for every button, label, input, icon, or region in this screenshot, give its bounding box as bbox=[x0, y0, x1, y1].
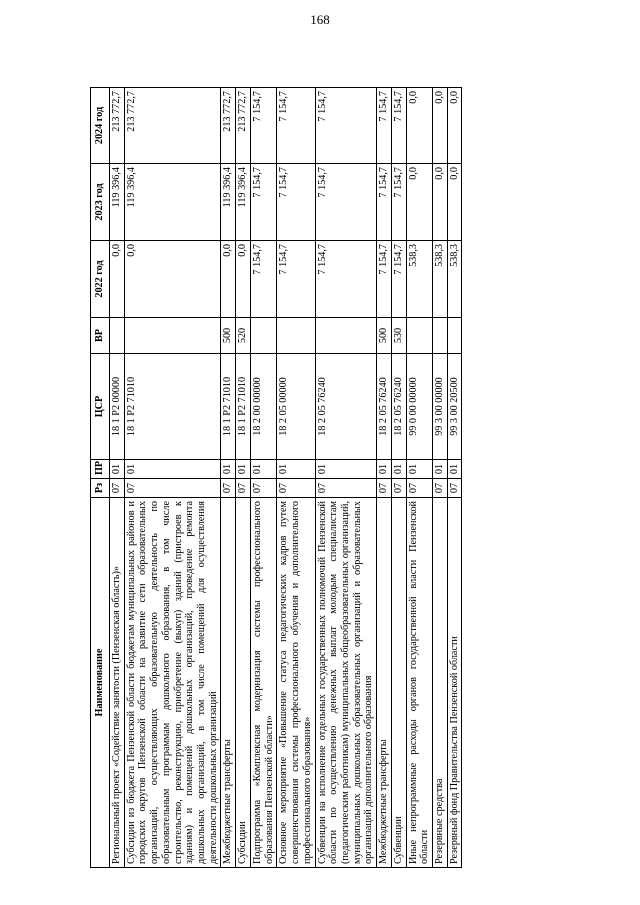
row-vr bbox=[110, 318, 125, 354]
row-2022: 0,0 bbox=[124, 241, 221, 318]
row-vr bbox=[277, 318, 315, 354]
row-pr: 01 bbox=[432, 460, 447, 479]
row-vr: 500 bbox=[377, 318, 392, 354]
row-pr: 01 bbox=[315, 460, 377, 479]
row-name: Резервные средства bbox=[432, 498, 447, 868]
header-vr: ВР bbox=[91, 318, 110, 354]
row-2023: 7 154,7 bbox=[315, 164, 377, 241]
row-rz: 07 bbox=[110, 479, 125, 498]
table-row bbox=[110, 88, 125, 868]
row-2023: 0,0 bbox=[432, 164, 447, 241]
header-2023: 2023 год bbox=[91, 164, 110, 241]
row-2024: 0,0 bbox=[406, 88, 432, 164]
header-csr: ЦСР bbox=[91, 354, 110, 460]
row-2023: 7 154,7 bbox=[250, 164, 276, 241]
row-rz: 07 bbox=[432, 479, 447, 498]
row-csr: 18 2 05 76240 bbox=[377, 354, 392, 460]
row-name: Основное мероприятие «Повышение статуса педагогических кадров путем совершенствования системы профессионального обучения и дополнительного профессионального образования» bbox=[277, 498, 315, 868]
header-pr: ПР bbox=[91, 460, 110, 479]
row-name: Субсидии bbox=[236, 498, 251, 868]
table-row bbox=[406, 88, 432, 868]
row-2024: 0,0 bbox=[447, 88, 462, 164]
row-name: Межбюджетные трансферты bbox=[221, 498, 236, 868]
row-rz: 07 bbox=[277, 479, 315, 498]
row-csr: 18 1 Р2 71010 bbox=[124, 354, 221, 460]
row-rz: 07 bbox=[124, 479, 221, 498]
row-2024: 213 772,7 bbox=[124, 88, 221, 164]
row-csr: 18 1 Р2 00000 bbox=[110, 354, 125, 460]
row-name: Региональный проект «Содействие занятости (Пензенская область)» bbox=[110, 498, 125, 868]
row-2024: 213 772,7 bbox=[236, 88, 251, 164]
row-pr: 01 bbox=[221, 460, 236, 479]
table-row bbox=[432, 88, 447, 868]
row-2024: 7 154,7 bbox=[391, 88, 406, 164]
row-2024: 7 154,7 bbox=[377, 88, 392, 164]
row-2022: 538,3 bbox=[447, 241, 462, 318]
row-csr: 18 2 05 76240 bbox=[391, 354, 406, 460]
table-row bbox=[236, 88, 251, 868]
row-vr bbox=[432, 318, 447, 354]
row-2024: 213 772,7 bbox=[110, 88, 125, 164]
table-body bbox=[110, 88, 462, 868]
page-number: 168 bbox=[310, 12, 330, 27]
header-name: Наименование bbox=[91, 498, 110, 868]
row-name: Подпрограмма «Комплексная модернизация системы профессионального образования Пензенской области» bbox=[250, 498, 276, 868]
row-2023: 0,0 bbox=[447, 164, 462, 241]
row-vr: 500 bbox=[221, 318, 236, 354]
row-2023: 7 154,7 bbox=[377, 164, 392, 241]
row-csr: 18 1 Р2 71010 bbox=[221, 354, 236, 460]
row-pr: 01 bbox=[377, 460, 392, 479]
row-2022: 7 154,7 bbox=[315, 241, 377, 318]
row-name: Субвенции на исполнение отдельных государственных полномочий Пензенской области по осуществлению денежных выплат молодым специалистам (педагогическим работникам) муниципальных общеобразовательных организаций, муниципальных дошкольных образовательных организаций и образовательных организаций дополнительного образования bbox=[315, 498, 377, 868]
table-header-row bbox=[91, 88, 110, 868]
row-pr: 01 bbox=[124, 460, 221, 479]
table-row bbox=[221, 88, 236, 868]
row-2023: 7 154,7 bbox=[277, 164, 315, 241]
row-csr: 18 2 05 76240 bbox=[315, 354, 377, 460]
row-csr: 18 2 05 00000 bbox=[277, 354, 315, 460]
row-name: Субвенции bbox=[391, 498, 406, 868]
row-name: Резервный фонд Правительства Пензенской области bbox=[447, 498, 462, 868]
row-pr: 01 bbox=[406, 460, 432, 479]
row-pr: 01 bbox=[391, 460, 406, 479]
row-pr: 01 bbox=[277, 460, 315, 479]
row-rz: 07 bbox=[391, 479, 406, 498]
table-row bbox=[447, 88, 462, 868]
table-row bbox=[315, 88, 377, 868]
row-vr bbox=[406, 318, 432, 354]
row-pr: 01 bbox=[110, 460, 125, 479]
table-row bbox=[391, 88, 406, 868]
row-name: Межбюджетные трансферты bbox=[377, 498, 392, 868]
row-2022: 538,3 bbox=[406, 241, 432, 318]
row-2024: 213 772,7 bbox=[221, 88, 236, 164]
row-rz: 07 bbox=[250, 479, 276, 498]
row-2022: 7 154,7 bbox=[391, 241, 406, 318]
row-2023: 119 396,4 bbox=[236, 164, 251, 241]
row-2024: 7 154,7 bbox=[315, 88, 377, 164]
row-csr: 99 0 00 00000 bbox=[406, 354, 432, 460]
row-vr bbox=[447, 318, 462, 354]
row-2023: 119 396,4 bbox=[221, 164, 236, 241]
row-name: Иные непрограммные расходы органов государственной власти Пензенской области bbox=[406, 498, 432, 868]
row-rz: 07 bbox=[221, 479, 236, 498]
row-2022: 7 154,7 bbox=[250, 241, 276, 318]
row-2024: 0,0 bbox=[432, 88, 447, 164]
header-rz: Рз bbox=[91, 479, 110, 498]
row-rz: 07 bbox=[377, 479, 392, 498]
table-row bbox=[124, 88, 221, 868]
row-2023: 119 396,4 bbox=[110, 164, 125, 241]
row-csr: 18 1 Р2 71010 bbox=[236, 354, 251, 460]
row-2024: 7 154,7 bbox=[250, 88, 276, 164]
row-vr bbox=[315, 318, 377, 354]
rotated-table-container bbox=[90, 88, 552, 868]
row-pr: 01 bbox=[236, 460, 251, 479]
row-vr bbox=[250, 318, 276, 354]
row-2024: 7 154,7 bbox=[277, 88, 315, 164]
table-row bbox=[377, 88, 392, 868]
header-2024: 2024 год bbox=[91, 88, 110, 164]
row-2022: 7 154,7 bbox=[377, 241, 392, 318]
row-csr: 18 2 00 00000 bbox=[250, 354, 276, 460]
row-vr bbox=[124, 318, 221, 354]
row-name: Субсидии из бюджета Пензенской области бюджетам муниципальных районов и городских округов Пензенской области на развитие сети образовательных организаций, осуществляющих образовательную деятельность по образовательным программам дошкольного образования, в том числе строительство, реконструкцию, приобретение (выкуп) зданий (пристроев к зданиям) и помещений дошкольных организаций, проведение ремонта дошкольных организаций, в том числе помещений для осуществления деятельности дошкольных организаций bbox=[124, 498, 221, 868]
table-row bbox=[277, 88, 315, 868]
row-rz: 07 bbox=[406, 479, 432, 498]
header-2022: 2022 год bbox=[91, 241, 110, 318]
row-vr: 530 bbox=[391, 318, 406, 354]
row-2023: 0,0 bbox=[406, 164, 432, 241]
row-vr: 520 bbox=[236, 318, 251, 354]
row-2022: 0,0 bbox=[236, 241, 251, 318]
row-csr: 99 3 00 00000 bbox=[432, 354, 447, 460]
row-2022: 0,0 bbox=[221, 241, 236, 318]
table-row bbox=[250, 88, 276, 868]
row-pr: 01 bbox=[447, 460, 462, 479]
row-rz: 07 bbox=[447, 479, 462, 498]
row-2023: 7 154,7 bbox=[391, 164, 406, 241]
row-pr: 01 bbox=[250, 460, 276, 479]
row-2022: 0,0 bbox=[110, 241, 125, 318]
row-2022: 7 154,7 bbox=[277, 241, 315, 318]
row-2022: 538,3 bbox=[432, 241, 447, 318]
row-2023: 119 396,4 bbox=[124, 164, 221, 241]
row-csr: 99 3 00 20500 bbox=[447, 354, 462, 460]
budget-table bbox=[90, 87, 462, 868]
row-rz: 07 bbox=[315, 479, 377, 498]
row-rz: 07 bbox=[236, 479, 251, 498]
